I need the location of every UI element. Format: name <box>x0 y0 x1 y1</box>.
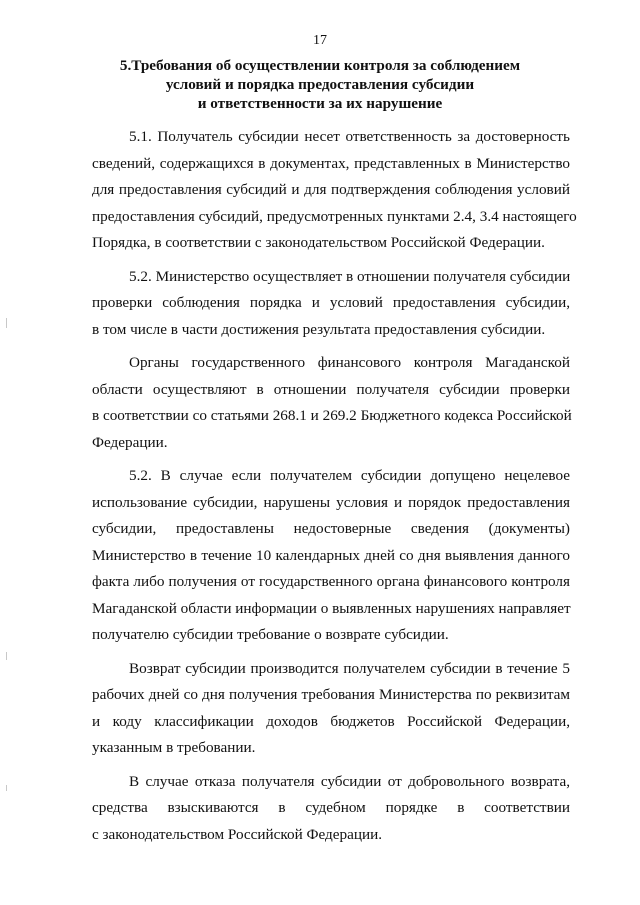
text-line: факта либо получения от государственного органа финансового контроля <box>92 573 570 590</box>
paragraph-5-2-misuse <box>92 463 570 649</box>
paragraph-financial-control <box>92 350 570 456</box>
text-line: субсидии, предоставлены недостоверные сведения (документы) <box>92 520 570 537</box>
text-line: 5.2. В случае если получателем субсидии допущено нецелевое <box>129 467 570 484</box>
text-line: предоставления субсидий, предусмотренных пунктами 2.4, 3.4 настоящего <box>92 207 577 225</box>
scan-artifact <box>6 785 7 791</box>
text-line: Министерство в течение 10 календарных дней со дня выявления данного <box>92 546 570 564</box>
paragraph-5-1 <box>92 124 577 257</box>
text-line: средства взыскиваются в судебном порядке в соответствии <box>92 799 570 816</box>
text-line: области осуществляют в отношении получателя субсидии проверки <box>92 380 570 398</box>
section-heading-line: 5.Требования об осуществлении контроля за соблюдением <box>119 57 521 74</box>
text-line: сведений, содержащихся в документах, представленных в Министерство <box>92 154 570 172</box>
section-heading-line: условий и порядка предоставления субсидии <box>165 76 475 93</box>
text-line: получателю субсидии требование о возврате субсидии. <box>92 626 449 643</box>
paragraph-refund <box>92 656 570 762</box>
text-line: Магаданской области информации о выявленных нарушениях направляет <box>92 599 571 617</box>
text-line: Возврат субсидии производится получателем субсидии в течение 5 <box>129 659 570 677</box>
text-line: с законодательством Российской Федерации. <box>92 825 383 843</box>
text-line: для предоставления субсидий и для подтверждения соблюдения условий <box>92 181 570 198</box>
section-heading <box>90 56 550 113</box>
paragraph-5-2-checks <box>92 264 570 344</box>
text-line: в соответствии со статьями 268.1 и 269.2 Бюджетного кодекса Российской <box>92 407 572 424</box>
paragraph-refusal <box>92 769 570 849</box>
text-line: проверки соблюдения порядка и условий предоставления субсидии, <box>92 294 570 311</box>
text-line: 5.1. Получатель субсидии несет ответственность за достоверность <box>129 128 570 145</box>
text-line: Порядка, в соответствии с законодательством Российской Федерации. <box>92 234 545 251</box>
text-line: Федерации. <box>92 433 168 451</box>
scan-artifact <box>6 318 7 328</box>
text-line: В случае отказа получателя субсидии от добровольного возврата, <box>129 772 570 790</box>
section-heading-line: и ответственности за их нарушение <box>197 95 443 112</box>
text-line: 5.2. Министерство осуществляет в отношении получателя субсидии <box>129 267 571 285</box>
scan-artifact <box>6 652 7 660</box>
text-line: указанным в требовании. <box>92 739 256 756</box>
text-line: использование субсидии, нарушены условия и порядок предоставления <box>92 493 570 511</box>
text-line: рабочих дней со дня получения требования Министерства по реквизитам <box>92 686 570 703</box>
page-number: 17 <box>313 33 327 48</box>
text-line: и коду классификации доходов бюджетов Российской Федерации, <box>92 712 570 730</box>
text-line: в том числе в части достижения результата предоставления субсидии. <box>92 320 546 338</box>
text-line: Органы государственного финансового контроля Магаданской <box>129 354 570 371</box>
document-body <box>92 124 577 855</box>
